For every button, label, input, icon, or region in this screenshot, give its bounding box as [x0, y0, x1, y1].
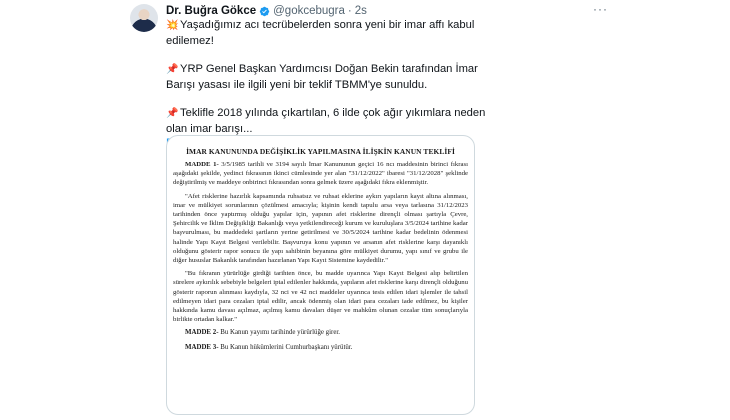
tweet-text	[166, 18, 496, 151]
pushpin-icon: 📌	[166, 108, 179, 119]
madde-1	[173, 160, 468, 188]
madde-1-label: MADDE 1-	[185, 161, 219, 168]
tweet-paragraph	[166, 18, 496, 48]
separator: ·	[347, 5, 352, 17]
paragraph-text: YRP Genel Başkan Yardımcısı Doğan Bekin tarafından İmar Barışı yasası ile ilgili yeni bir teklif TBMM'ye sunuldu.	[166, 63, 478, 91]
tweet-paragraph	[166, 62, 496, 92]
author-name[interactable]: Dr. Buğra Gökce	[166, 5, 257, 17]
madde-3-label: MADDE 3-	[185, 343, 219, 351]
madde-3-text: Bu Kanun hükümlerini Cumhurbaşkanı yürütür.	[218, 343, 353, 351]
madde-2	[185, 328, 468, 337]
madde-2-label: MADDE 2-	[185, 329, 219, 337]
quote-paragraph-2: "Bu fıkranın yürürlüğe girdiği tarihten önce, bu madde uyarınca Yapı Kayıt Belgesi alıp belirtilen sürelere aykırılık sebebiyle belgeleri iptal edilenler hakkında, yapıların afet risklerine karşı dirençli olduğunu gösterir raporun alınması kaydıyla, 32 nci ve 42 nci maddeler uyarınca tesis edilen idari işlemler ile tahsil edilmeyen idari para cezaları iptal edilir, ancak ödenmiş olan idari para cezaları iade edilmez, bu kişiler hakkında kamu davası açılmaz, açılmış kamu davaları düşer ve mahkûm olunan cezalar tüm sonuçlarıyla birlikte ortadan kalkar."	[173, 270, 468, 324]
paragraph-text: Yaşadığımız acı tecrübelerden sonra yeni bir imar affı kabul edilemez!	[166, 19, 475, 47]
tweet-header	[166, 3, 608, 19]
madde-1-text: 3/5/1985 tarihli ve 3194 sayılı İmar Kanununun geçici 16 ncı maddesinin birinci fıkrası aşağıdaki şekilde, yedinci fıkrasının ikinci cümlesinde yer alan "31/12/2022" ibaresi "31/12/2028" şeklinde değiştirilmiş ve maddeye onbirinci fıkrasından sonra gelmek üzere aşağıdaki fıkra eklenmiştir.	[173, 161, 468, 187]
tweet-paragraph	[166, 106, 496, 136]
avatar[interactable]	[130, 4, 158, 32]
author-handle[interactable]: @gokcebugra	[273, 5, 345, 17]
verified-badge-icon	[259, 6, 270, 17]
paragraph-text: Teklifle 2018 yılında çıkartılan, 6 ilde çok ağır yıkımlara neden olan imar barışı...	[166, 107, 486, 135]
document-title: İMAR KANUNUNDA DEĞİŞİKLİK YAPILMASINA İLİŞKİN KANUN TEKLİFİ	[186, 147, 455, 156]
pushpin-icon: 📌	[166, 64, 179, 75]
madde-2-text: Bu Kanun yayımı tarihinde yürürlüğe girer.	[218, 329, 341, 337]
timestamp[interactable]: 2s	[354, 5, 367, 17]
collision-icon: 💥	[166, 20, 179, 31]
tweet-image[interactable]	[166, 135, 475, 415]
more-options-icon[interactable]: ···	[593, 2, 608, 16]
madde-3	[185, 343, 468, 352]
tweet[interactable]	[128, 0, 608, 420]
quote-paragraph-1: "Afet risklerine hazırlık kapsamında ruhsatsız ve ruhsat eklerine aykırı yapıların kayıt altına alınması, imar ve mülkiyet sorunlarının çözülmesi amacıyla; kişinin kendi tapulu arsa veya tarlasına 31/12/2023 tarihinden önce yaptırmış olduğu yapılar için, yapının afet risklerine dirençli olması şartıyla Çevre, Şehircilik ve İklim Değişikliği Bakanlığı veya yetkilendireceği kurum ve kuruluşlara 3/5/2024 tarihine kadar başvurulması, bu maddedeki şartların yerine getirilmesi ve 30/5/2024 tarihine kadar bedelinin ödenmesi halinde Yapı Kayıt Belgesi verilebilir. Başvuruya konu yapının ve arsanın afet risklerine karşı dayanıklı olduğunu gösterir rapor sonucu ile yapı sahibinin beyanına göre mülkiyet durumu, yapı sınıf ve grubu ile diğer hususlar Bakanlık tarafından hazırlanan Yapı Kayıt Sistemine kaydedilir."	[173, 192, 468, 265]
